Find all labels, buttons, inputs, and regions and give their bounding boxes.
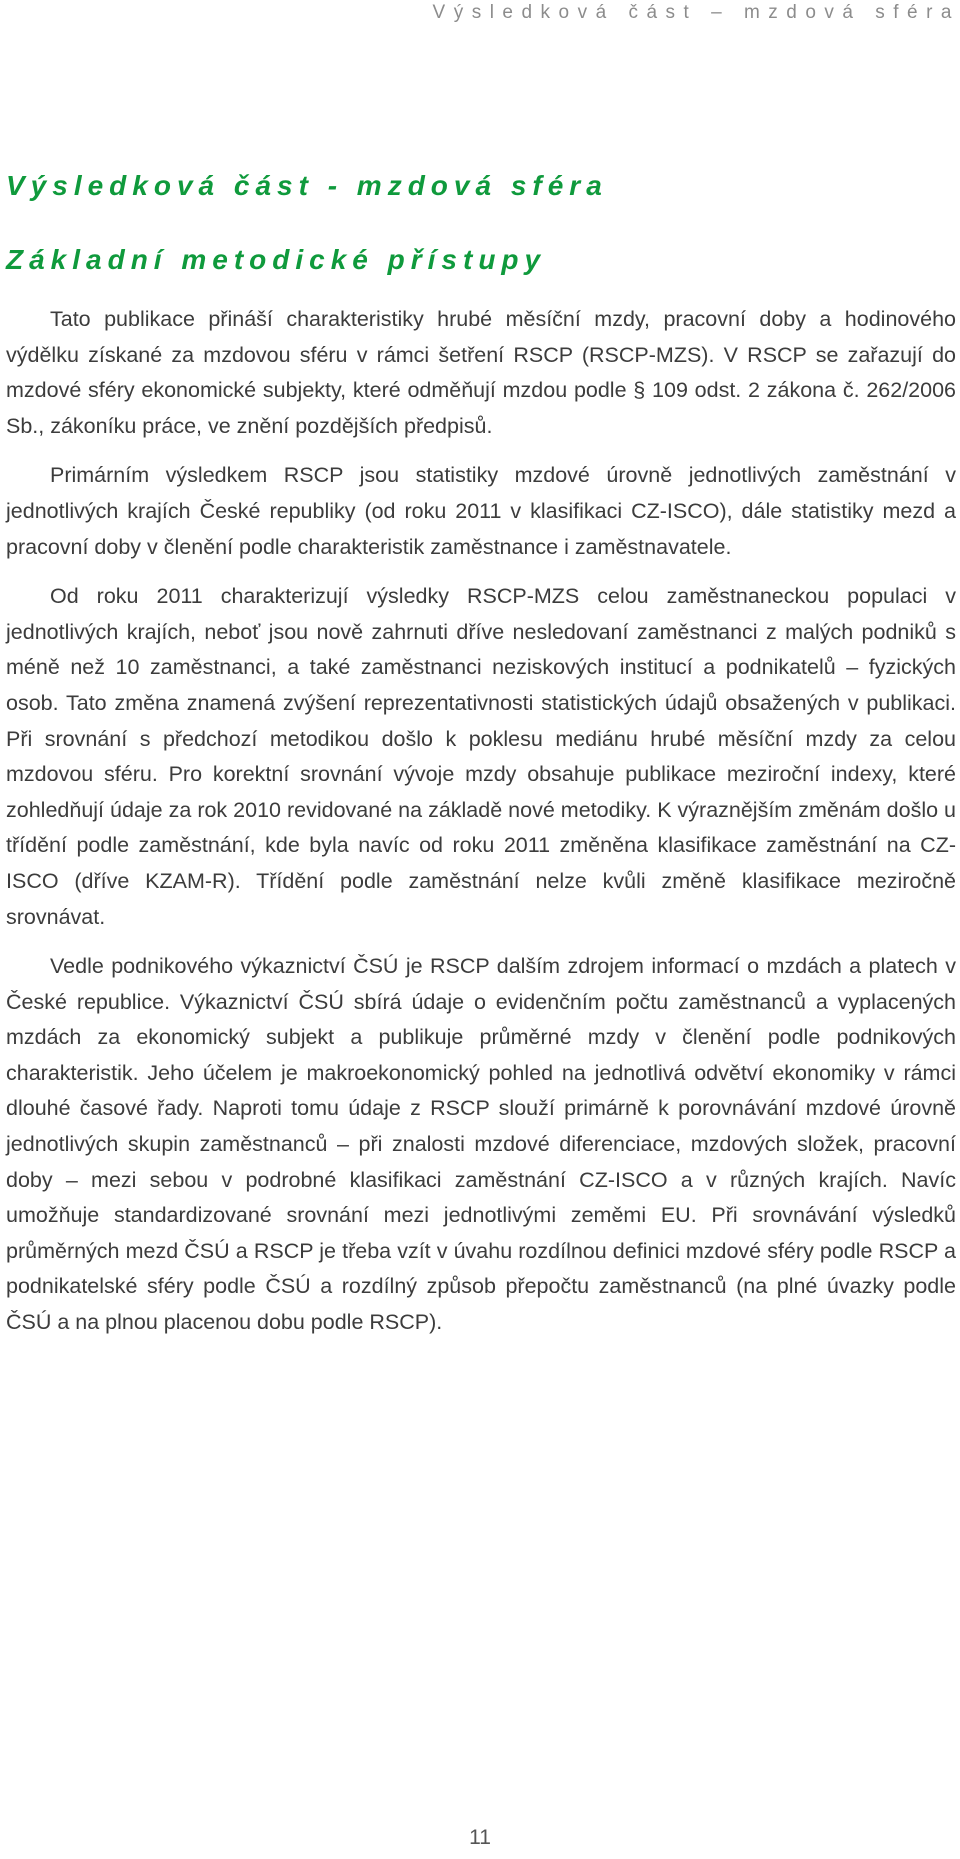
paragraph-csu-comparison: Vedle podnikového výkaznictví ČSÚ je RSCP dalším zdrojem informací o mzdách a platech v České republice. Výkaznictví ČSÚ sbírá údaje o evidenčním počtu zaměstnanců a vyplacených mzdách za ekonomický subjekt a publikuje průměrné mzdy v členění podle podnikových charakteristik. Jeho účelem je makroekonomický pohled na jednotlivá odvětví ekonomiky v rámci dlouhé časové řady. Naproti tomu údaje z RSCP slouží primárně k porovnávání mzdové úrovně jednotlivých skupin zaměstnanců – při znalosti mzdové diferenciace, mzdových složek, pracovní doby – mezi sebou v podrobné klasifikaci zaměstnání CZ-ISCO a v různých krajích. Navíc umožňuje standardizované srovnání mezi jednotlivými zeměmi EU. Při srovnávání výsledků průměrných mezd ČSÚ a RSCP je třeba vzít v úvahu rozdílnou definici mzdové sféry podle RSCP a podnikatelské sféry podle ČSÚ a rozdílný způsob přepočtu zaměstnanců (na plné úvazky podle ČSÚ a na plnou placenou dobu podle RSCP).: [6, 954, 956, 1335]
page-title: Výsledková část - mzdová sféra: [6, 170, 608, 201]
paragraph-since-2011: Od roku 2011 charakterizují výsledky RSCP-MZS celou zaměstnaneckou populaci v jednotlivých krajích, neboť jsou nově zahrnuti dříve nesledovaní zaměstnanci z malých podniků s méně než 10 zaměstnanci, a také zaměstnanci neziskových institucí a podnikatelů – fyzických osob. Tato změna znamená zvýšení reprezentativnosti statistických údajů obsažených v publikaci. Při srovnání s předchozí metodikou došlo k poklesu mediánu hrubé měsíční mzdy za celou mzdovou sféru. Pro korektní srovnání vývoje mzdy obsahuje publikace meziroční indexy, které zohledňují údaje za rok 2010 revidované na základě nové metodiky. K výraznějším změnám došlo u třídění podle zaměstnání, kde byla navíc od roku 2011 změněna klasifikace zaměstnání na CZ-ISCO (dříve KZAM-R). Třídění podle zaměstnání nelze kvůli změně klasifikace meziročně srovnávat.: [6, 584, 956, 929]
paragraph-primary-results: Primárním výsledkem RSCP jsou statistiky mzdové úrovně jednotlivých zaměstnání v jednotlivých krajích České republiky (od roku 2011 v klasifikaci CZ-ISCO), dále statistiky mezd a pracovní doby v členění podle charakteristik zaměstnance i zaměstnavatele.: [6, 463, 956, 559]
running-header: Výsledková část – mzdová sféra: [432, 2, 960, 23]
body-text: [6, 302, 956, 1355]
paragraph-intro: Tato publikace přináší charakteristiky hrubé měsíční mzdy, pracovní doby a hodinového výdělku získané za mzdovou sféru v rámci šetření RSCP (RSCP-MZS). V RSCP se zařazují do mzdové sféry ekonomické subjekty, které odměňují mzdou podle § 109 odst. 2 zákona č. 262/2006 Sb., zákoníku práce, ve znění pozdějších předpisů.: [6, 307, 956, 438]
section-heading: Základní metodické přístupy: [6, 244, 547, 275]
page-number: 11: [469, 1826, 491, 1849]
